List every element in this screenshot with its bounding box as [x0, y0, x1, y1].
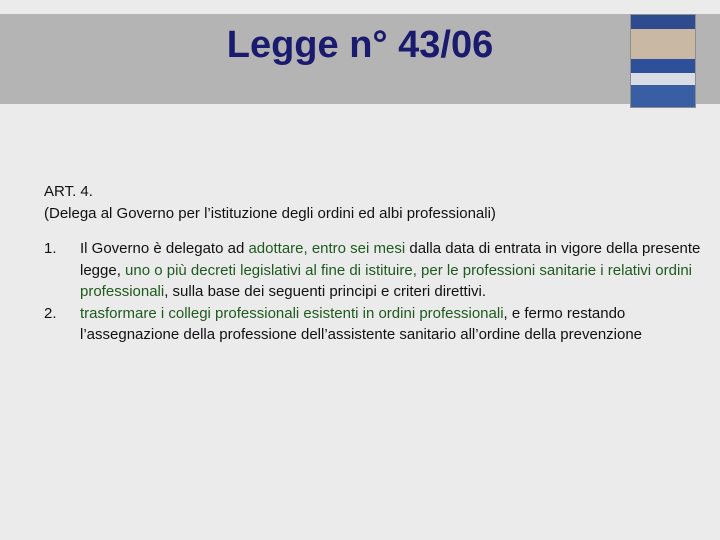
list-item	[44, 238, 704, 303]
list-text	[80, 303, 704, 346]
list-number: 2.	[44, 304, 57, 322]
list-text	[80, 238, 704, 303]
list-number: 1.	[44, 240, 57, 257]
highlighted-segment: uno o più decreti legislativi al fine di istituire, per le professioni sanitarie i relativi ordini professionali	[80, 261, 692, 300]
article-subtitle: (Delega al Governo per l’istituzione degli ordini ed albi professionali)	[44, 204, 496, 222]
highlighted-segment: adottare, entro sei mesi	[248, 240, 406, 257]
text-segment: , e fermo restando l’assegnazione della professione dell’assistente sanitario all’ordine della prevenzione	[80, 304, 643, 343]
slide-title: Legge n° 43/06	[226, 24, 494, 66]
magazine-cover-image	[630, 14, 696, 108]
article-list	[44, 238, 704, 346]
highlighted-segment: trasformare i collegi professionali esistenti in ordini professionali	[80, 304, 504, 322]
text-segment: dalla data di entrata in vigore della presente legge,	[80, 240, 701, 279]
list-item	[44, 303, 704, 346]
slide-body	[44, 181, 704, 346]
text-segment: Il Governo è delegato ad	[80, 240, 249, 257]
article-heading: ART. 4.	[44, 183, 93, 200]
text-segment: , sulla base dei seguenti principi e criteri direttivi.	[164, 283, 487, 300]
